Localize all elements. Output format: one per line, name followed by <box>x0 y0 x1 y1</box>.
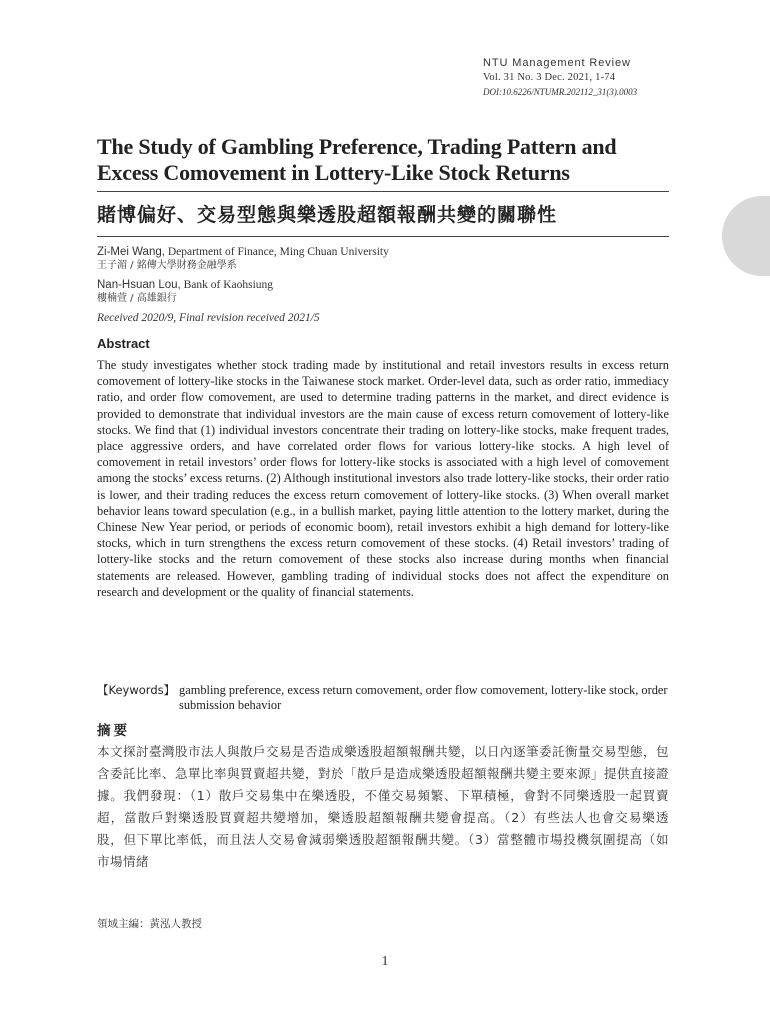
title-english-line-2: Excess Comovement in Lottery-Like Stock Returns <box>97 160 570 185</box>
keywords-label: 【Keywords】 <box>97 683 176 697</box>
title-divider-bottom <box>97 236 669 237</box>
author-affiliation: Bank of Kaohsiung <box>183 279 274 291</box>
abstract-heading: Abstract <box>97 336 150 351</box>
title-chinese: 賭博偏好、交易型態與樂透股超額報酬共變的關聯性 <box>97 204 558 226</box>
author-name: Nan-Hsuan Lou, <box>97 279 181 291</box>
title-english <box>97 134 677 186</box>
journal-name: NTU Management Review <box>483 57 631 69</box>
author-entry <box>97 278 657 292</box>
side-tab-marker <box>722 196 770 276</box>
author-name: Zi-Mei Wang, <box>97 246 165 258</box>
chinese-abstract-heading: 摘要 <box>97 723 130 739</box>
section-editor: 領域主編：黃泓人教授 <box>97 918 202 930</box>
title-divider-top <box>97 191 669 192</box>
journal-doi: DOI:10.6226/NTUMR.202112_31(3).0003 <box>483 87 638 97</box>
author-chinese: 王子湄 / 銘傳大學財務金融學系 <box>97 260 237 271</box>
journal-volume: Vol. 31 No. 3 Dec. 2021, 1-74 <box>483 72 616 83</box>
author-chinese: 樓楠萱 / 高雄銀行 <box>97 293 177 304</box>
journal-header <box>483 57 683 97</box>
abstract-text: The study investigates whether stock trading made by institutional and retail investors results in excess return comovement of lottery-like stocks in the Taiwanese stock market. Order-level data, such as order ratio, immediacy ratio, and order flow comovement, are used to determine trading patterns in the market, and direct evidence is provided to demonstrate that individual investors are the main cause of excess return comovement of lottery-like stocks. We find that (1) individual investors concentrate their trading on lottery-like stocks, make frequent trades, place aggressive orders, and have correlated order flows for various lottery-like stocks. A high level of comovement in retail investors’ order flows for lottery-like stocks is associated with a high level of comovement among the stocks’ excess returns. (2) Although institutional investors also trade lottery-like stocks, their order ratio is lower, and their trading reduces the excess return comovement of lottery-like stocks. (3) When overall market behavior leans toward speculation (e.g., in a bullish market, paying little attention to the lottery market, during the Chinese New Year period, or periods of economic boom), retail investors exhibit a high demand for lottery-like stocks, which in turn strengthens the excess return comovement of these stocks. (4) Retail investors’ trading of lottery-like stocks and the return comovement of these stocks also increase during months when financial statements are released. However, gambling trading of individual stocks does not affect the expenditure on research and development or the quality of financial statements. <box>97 358 669 599</box>
received-dates: Received 2020/9, Final revision received 2021/5 <box>97 312 320 324</box>
author-list <box>97 245 657 324</box>
title-english-line-1: The Study of Gambling Preference, Trading Pattern and <box>97 134 617 159</box>
page-number: 1 <box>381 954 389 969</box>
author-affiliation: Department of Finance, Ming Chuan University <box>167 246 389 258</box>
author-entry <box>97 245 657 259</box>
keywords-text: gambling preference, excess return comovement, order flow comovement, lottery-like stock, order submission behavior <box>179 683 668 712</box>
keywords-block <box>97 683 669 713</box>
chinese-abstract-text: 本文探討臺灣股市法人與散戶交易是否造成樂透股超額報酬共變，以日內逐筆委託衡量交易型態，包含委託比率、急單比率與買賣超共變，對於「散戶是造成樂透股超額報酬共變主要來源」提供直接證據。我們發現：（1）散戶交易集中在樂透股，不僅交易頻繁、下單積極，會對不同樂透股一起買賣超，當散戶對樂透股買賣超共變增加，樂透股超額報酬共變會提高。（2）有些法人也會交易樂透股，但下單比率低，而且法人交易會減弱樂透股超額報酬共變。（3）當整體市場投機氛圍提高（如市場情緒 <box>97 744 670 869</box>
